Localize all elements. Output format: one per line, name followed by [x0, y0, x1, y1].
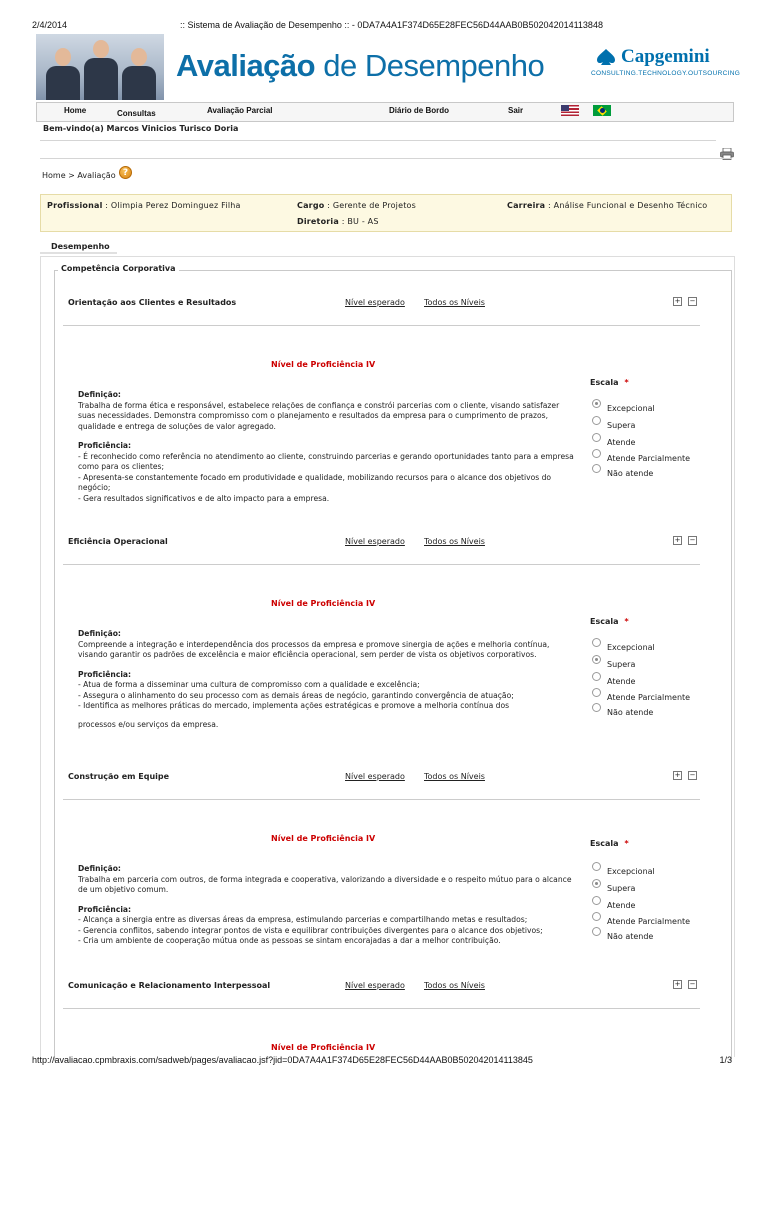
- expand-icon[interactable]: +: [674, 297, 681, 305]
- radio-button[interactable]: [592, 862, 601, 871]
- competency-block: [63, 981, 700, 1211]
- rating-option-label: Atende Parcialmente: [607, 917, 691, 926]
- menu-consultas[interactable]: Consultas: [117, 109, 156, 118]
- rating-option[interactable]: [592, 916, 690, 926]
- proficiency-item: - Cria um ambiente de cooperação mútua onde as pessoas se sintam encorajadas a dar a melhor contribuição.: [78, 936, 501, 945]
- radio-button[interactable]: [592, 896, 601, 905]
- main-menu: [36, 102, 734, 122]
- rating-option[interactable]: [592, 707, 653, 717]
- rating-option[interactable]: [592, 420, 635, 430]
- divider: [63, 1008, 700, 1009]
- divider: [63, 799, 700, 800]
- person-figure: [84, 40, 118, 100]
- definition-text: Compreende a integração e interdependência dos processos da empresa e promove sinergia de ações e melhoria contínua, visando garantir os padrões de excelência e maior eficiência operacional, sem perder de vista os objetivos corporativos.: [78, 639, 550, 659]
- proficiencia-label: Proficiência:: [78, 669, 132, 679]
- capgemini-logo: [591, 46, 741, 90]
- competency-block: [63, 298, 700, 528]
- rating-option-label: Não atende: [607, 469, 654, 478]
- proficiencia-label: Proficiência:: [78, 904, 132, 914]
- radio-button[interactable]: [592, 464, 601, 473]
- profile-profissional: [47, 201, 241, 210]
- person-figure: [46, 48, 80, 100]
- divider: [40, 158, 732, 159]
- banner-headline: [176, 48, 544, 84]
- radio-button[interactable]: [592, 912, 601, 921]
- radio-button[interactable]: [592, 703, 601, 712]
- nivel-esperado-link[interactable]: Nível esperado: [345, 298, 405, 307]
- radio-button[interactable]: [592, 433, 601, 442]
- radio-button[interactable]: [592, 638, 601, 647]
- proficiency-item: - Apresenta-se constantemente focado em produtividade e qualidade, mobilizando recursos para o alcance dos objetivos do negócio;: [78, 472, 552, 492]
- print-url: http://avaliacao.cpmbraxis.com/sadweb/pages/avaliacao.jsf?jid=0DA7A4A1F374D65E28FEC56D44AAB0B502042014113845: [32, 1055, 533, 1065]
- profile-diretoria-value: : BU - AS: [338, 217, 379, 226]
- rating-option[interactable]: [592, 437, 635, 447]
- logo-name: Capgemini: [621, 46, 710, 67]
- escala-text: Escala: [590, 378, 619, 387]
- radio-button[interactable]: [592, 399, 601, 408]
- escala-label: [590, 839, 629, 848]
- rating-option-label: Atende: [607, 438, 636, 447]
- rating-option-label: Atende Parcialmente: [607, 693, 691, 702]
- todos-niveis-link[interactable]: Todos os Níveis: [424, 298, 485, 307]
- profile-cargo-value: : Gerente de Projetos: [324, 201, 417, 210]
- profile-diretoria-label: Diretoria: [297, 217, 339, 226]
- competency-block: [63, 537, 700, 767]
- profile-cargo-label: Cargo: [297, 201, 325, 210]
- proficiency-item: - Gerencia conflitos, sabendo integrar pontos de vista e equilibrar contribuições divergentes para o alcance dos objetivos;: [78, 925, 543, 935]
- profile-profissional-label: Profissional: [47, 201, 103, 210]
- proficiency-item: - Assegura o alinhamento do seu processo com as demais áreas de negócio, garantindo convergência de atuação;: [78, 690, 514, 700]
- profile-carreira-label: Carreira: [507, 201, 546, 210]
- proficiencia-label: Proficiência:: [78, 441, 132, 450]
- rating-option-label: Excepcional: [607, 643, 655, 652]
- rating-option-label: Excepcional: [607, 867, 655, 876]
- expand-icon[interactable]: +: [674, 980, 681, 988]
- radio-button[interactable]: [592, 655, 601, 664]
- proficiency-item: - Gera resultados significativos e de alto impacto para a empresa.: [78, 493, 330, 503]
- required-marker: *: [624, 617, 629, 626]
- headline-bold: Avaliação: [176, 48, 316, 83]
- help-icon[interactable]: ?: [119, 166, 132, 179]
- radio-button[interactable]: [592, 672, 601, 681]
- profile-carreira: [507, 201, 707, 210]
- definicao-label: Definição:: [78, 629, 121, 638]
- expand-icon[interactable]: +: [674, 771, 681, 779]
- competency-description: [78, 864, 576, 947]
- todos-niveis-link[interactable]: Todos os Níveis: [424, 981, 485, 990]
- competency-name: Comunicação e Relacionamento Interpessoal: [68, 981, 271, 990]
- competency-name: Eficiência Operacional: [68, 537, 168, 546]
- rating-option-label: Atende: [607, 901, 636, 910]
- nivel-esperado-link[interactable]: Nível esperado: [345, 981, 405, 990]
- rating-option[interactable]: [592, 468, 653, 478]
- spade-logo-icon: [595, 48, 617, 66]
- profile-profissional-value: : Olimpia Perez Dominguez Filha: [102, 201, 241, 210]
- rating-option[interactable]: [592, 866, 655, 876]
- competency-block: [63, 772, 700, 1002]
- rating-option[interactable]: [592, 676, 635, 686]
- proficiency-item: - É reconhecido como referência no atendimento ao cliente, construindo parcerias e gerando oportunidades tanto para a empresa como para os clientes;: [78, 451, 574, 471]
- definition-text: Trabalha em parceria com outros, de forma integrada e cooperativa, valorizando a diversidade e o respeito mútuo para o alcance de um objetivo comum.: [78, 874, 572, 894]
- breadcrumb: Home > Avaliação: [42, 171, 116, 180]
- rating-option[interactable]: [592, 453, 690, 463]
- tab-desempenho[interactable]: Desempenho: [40, 238, 117, 254]
- collapse-icon[interactable]: −: [689, 536, 696, 544]
- rating-option[interactable]: [592, 659, 635, 669]
- todos-niveis-link[interactable]: Todos os Níveis: [424, 772, 485, 781]
- radio-button[interactable]: [592, 688, 601, 697]
- radio-button[interactable]: [592, 449, 601, 458]
- collapse-icon[interactable]: −: [689, 980, 696, 988]
- menu-diario-de-bordo[interactable]: Diário de Bordo: [389, 106, 450, 115]
- profile-carreira-value: : Análise Funcional e Desenho Técnico: [545, 201, 708, 210]
- required-marker: *: [624, 378, 629, 387]
- rating-option[interactable]: [592, 692, 690, 702]
- definicao-label: Definição:: [78, 390, 121, 399]
- nivel-proficiencia: Nível de Proficiência IV: [271, 1043, 376, 1052]
- required-marker: *: [624, 839, 629, 848]
- proficiency-item: processos e/ou serviços da empresa.: [78, 719, 219, 729]
- banner-photo: [36, 34, 164, 100]
- rating-option-label: Excepcional: [607, 404, 655, 413]
- collapse-icon[interactable]: −: [689, 297, 696, 305]
- rating-option-label: Não atende: [607, 708, 654, 717]
- nivel-esperado-link[interactable]: Nível esperado: [345, 537, 405, 546]
- escala-label: [590, 378, 629, 387]
- competency-name: Orientação aos Clientes e Resultados: [68, 298, 237, 307]
- us-flag-icon[interactable]: [561, 105, 579, 116]
- profile-diretoria: [297, 217, 379, 226]
- menu-avaliacao-parcial[interactable]: Avaliação Parcial: [207, 106, 273, 115]
- print-doc-title: :: Sistema de Avaliação de Desempenho :: - 0DA7A4A1F374D65E28FEC56D44AAB0B502042014113848: [180, 20, 603, 30]
- rating-option[interactable]: [592, 900, 635, 910]
- rating-option-label: Não atende: [607, 932, 654, 941]
- radio-button[interactable]: [592, 879, 601, 888]
- rating-option-label: Supera: [607, 421, 636, 430]
- profile-cargo: [297, 201, 416, 210]
- rating-option-label: Atende: [607, 677, 636, 686]
- escala-text: Escala: [590, 617, 619, 626]
- rating-option[interactable]: [592, 403, 655, 413]
- divider: [63, 325, 700, 326]
- welcome-message: Bem-vindo(a) Marcos Vinicios Turisco Doria: [43, 124, 239, 133]
- rating-option-label: Supera: [607, 660, 636, 669]
- headline-light: de Desempenho: [323, 48, 545, 83]
- definicao-label: Definição:: [78, 864, 121, 873]
- competency-description: [78, 629, 576, 730]
- print-header: [0, 0, 768, 34]
- menu-home[interactable]: Home: [64, 106, 87, 115]
- rating-option[interactable]: [592, 931, 653, 941]
- print-date: 2/4/2014: [32, 20, 68, 30]
- todos-niveis-link[interactable]: Todos os Níveis: [424, 537, 485, 546]
- proficiency-item: - Identifica as melhores práticas do mercado, implementa ações estratégicas e promove a melhoria contínua dos: [78, 701, 510, 710]
- rating-option[interactable]: [592, 642, 655, 652]
- proficiency-item: - Alcança a sinergia entre as diversas áreas da empresa, estimulando parcerias e compartilhando metas e resultados;: [78, 915, 528, 924]
- competency-name: Construção em Equipe: [68, 772, 170, 781]
- nivel-proficiencia: Nível de Proficiência IV: [271, 834, 376, 843]
- radio-button[interactable]: [592, 416, 601, 425]
- logo-tagline: CONSULTING.TECHNOLOGY.OUTSOURCING: [591, 70, 741, 77]
- expand-icon[interactable]: +: [674, 536, 681, 544]
- definition-text: Trabalha de forma ética e responsável, estabelece relações de confiança e constrói parcerias com o cliente, visando satisfazer suas necessidades. Demonstra compromisso com o planejamento e resultados da empresa para o cumprimento de prazos, qualidade e entrega de soluções de valor agregado.: [78, 400, 560, 431]
- radio-button[interactable]: [592, 927, 601, 936]
- menu-sair[interactable]: Sair: [508, 106, 524, 115]
- profile-box: [40, 194, 732, 232]
- divider: [63, 564, 700, 565]
- collapse-icon[interactable]: −: [689, 771, 696, 779]
- competency-description: [78, 390, 576, 504]
- escala-label: [590, 617, 629, 626]
- divider: [40, 140, 716, 141]
- person-figure: [122, 48, 156, 100]
- nivel-proficiencia: Nível de Proficiência IV: [271, 360, 376, 369]
- rating-option-label: Supera: [607, 884, 636, 893]
- escala-text: Escala: [590, 839, 619, 848]
- rating-option-label: Atende Parcialmente: [607, 454, 691, 463]
- section-title: Competência Corporativa: [58, 264, 179, 273]
- rating-option[interactable]: [592, 883, 635, 893]
- banner: [36, 34, 741, 100]
- proficiency-item: - Atua de forma a disseminar uma cultura de compromisso com a qualidade e excelência;: [78, 680, 420, 689]
- brazil-flag-icon[interactable]: [593, 105, 611, 116]
- print-page-number: 1/3: [719, 1055, 732, 1065]
- nivel-esperado-link[interactable]: Nível esperado: [345, 772, 405, 781]
- nivel-proficiencia: Nível de Proficiência IV: [271, 599, 376, 608]
